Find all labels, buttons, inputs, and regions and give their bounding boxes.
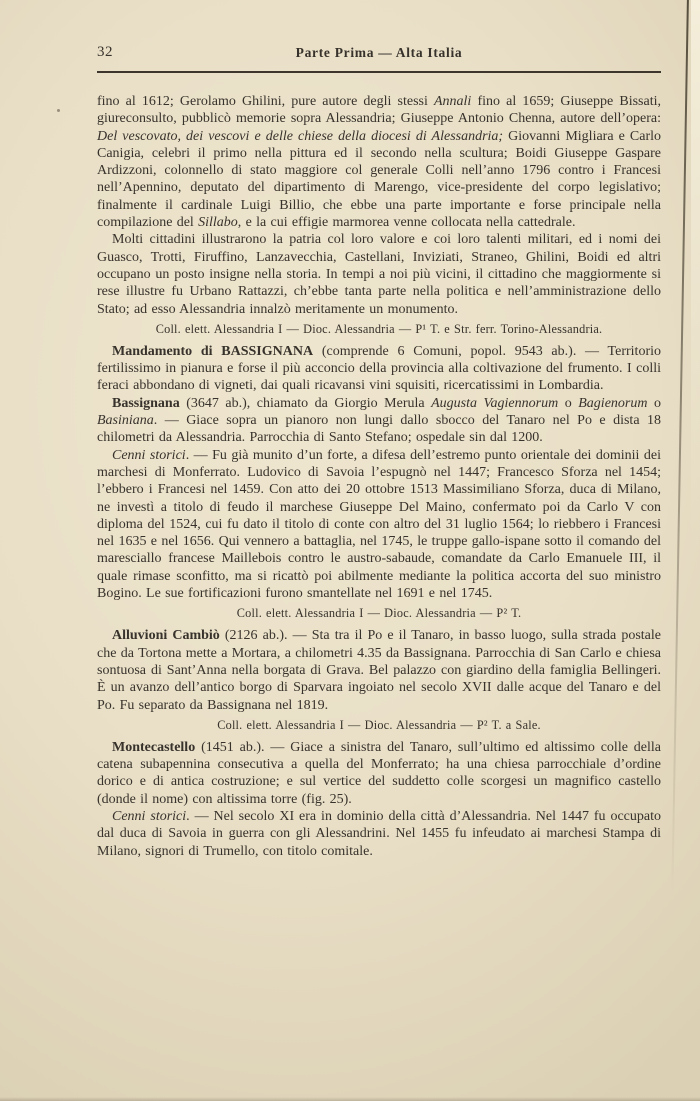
text-run: , e la cui effigie marmorea venne collocata nella cattedrale. <box>237 215 576 231</box>
page-body <box>97 93 661 860</box>
text-run-bold: Mandamento di BASSIGNANA <box>112 343 314 359</box>
text-run: Coll. elett. Alessandria I — Dioc. Alessandria — P² T. a Sale. <box>217 717 541 732</box>
section-alluvioni-cambio <box>97 627 661 713</box>
text-run: o <box>558 395 579 411</box>
section-mandamento-bassignana <box>97 343 661 395</box>
text-run: (1451 ab.). — Giace a sinistra del Tanaro, sull’ultimo ed altissimo colle della catena subapennina consecutiva a quella del Monferrato; ha una chiesa parrocchiale d’ordine dorico e di antica costruzione; e sul vertice del suddetto colle scorgesi un magnifico castello (donde il nome) con altissima torre (fig. 25). <box>97 739 661 807</box>
section-montecastello <box>97 739 661 808</box>
text-run: (comprende 6 Comuni, popol. 9543 ab.). — Territorio fertilissimo in pianura e forse il più acconcio della provincia alla coltivazione del frumento. I colli feraci abbondano di vigneti, dai quali ricavansi vini squisiti, ricercatissimi in Lombardia. <box>97 343 661 394</box>
note-collegio-alessandria <box>97 322 661 337</box>
text-run-italic: Cenni storici <box>112 447 186 463</box>
text-run-italic: Augusta Vagiennorum <box>431 395 559 411</box>
text-run: Giovanni Migliara e Carlo Canigia, celebri il primo nella pittura ed il secondo nella scultura; Boidi Giuseppe Gaspare Ardizzoni, colonnello di stato maggiore col generale Colli nell’anno 1796 contro i Francesi nell’Apennino, deputato del dipartimento di Marengo, vice-presidente del corpo legislativo; finalmente il cardinale Luigi Billio, che ebbe una parte importante e forse principale nella compilazione del <box>97 128 661 231</box>
text-run-bold: Montecastello <box>112 739 196 755</box>
header-rule <box>97 71 661 73</box>
text-run: Coll. elett. Alessandria I — Dioc. Alessandria — P¹ T. e Str. ferr. Torino-Alessandria. <box>155 321 603 336</box>
section-bassignana <box>97 395 661 447</box>
note-collegio-bassignana <box>97 606 661 621</box>
text-run: fino al 1612; Gerolamo Ghilini, pure autore degli stessi <box>97 94 434 109</box>
page-bottom-shade <box>0 1097 700 1101</box>
text-run-italic: Cenni storici <box>112 808 187 824</box>
text-run: (3647 ab.), chiamato da Giorgio Merula <box>179 395 432 411</box>
text-run: (2126 ab.). — Sta tra il Po e il Tanaro, in basso luogo, sulla strada postale che da Tortona mette a Mortara, a chilometri 4.35 da Bassignana. Parrocchia di San Carlo e chiesa sontuosa di Sant’Anna nella borgata di Grava. Bel palazzo con giardino della famiglia Bellingeri. È un avanzo dell’antico borgo di Sparvara ingoiato nel secolo XVII dalle acque del Tanaro e del Po. Fu separato da Bassignana nel 1819. <box>97 628 661 713</box>
text-run-italic: Sillabo <box>198 215 238 231</box>
paragraph-cenni-storici-bassignana <box>97 447 661 603</box>
note-collegio-alluvioni <box>97 718 661 733</box>
text-run: Coll. elett. Alessandria I — Dioc. Alessandria — P² T. <box>236 606 522 621</box>
paragraph-molti-cittadini <box>97 231 661 317</box>
text-run-italic: Bagienorum <box>578 395 648 411</box>
text-run-bold: Alluvioni Cambiò <box>112 628 220 644</box>
paragraph-cenni-storici-montecastello <box>97 808 661 860</box>
page-edge-line <box>671 0 689 894</box>
text-run: . — Giace sopra un pianoro non lungi dallo sbocco del Tanaro nel Po e dista 18 chilometri da Alessandria. Parrocchia di Santo Stefano; ospedale sin dal 1200. <box>97 413 661 446</box>
page-header <box>97 44 661 64</box>
running-title: Parte Prima — Alta Italia <box>295 45 463 60</box>
text-run: . — Fu già munito d’un forte, a difesa dell’estremo punto orientale dei dominii dei marchesi di Monferrato. Ludovico di Savoia l’espugnò nel 1447; Francesco Sforza nel 1454; l’ebbero i Francesi nel 1459. Con atto dei 20 ottobre 1513 Massimiliano Sforza, duca di Milano, ne investì a titolo di feudo il marchese Giuseppe Del Maino, confermato poi da Carlo V con diploma del 1524, cui fu dato il titolo di conte con altro del 31 luglio 1564; lo riebbero i Francesi nel 1635 e nel 1656. Qui vennero a battaglia, nel 1745, le truppe gallo-ispane sotto il comando del maresciallo francese Maillebois contro le austro-sabaude, comandate da Carlo Emanuele III, il quale rimase sconfitto, ma si ricattò poi abilmente mediante la politica accorta del suo ministro Bogino. Le sue fortificazioni furono smantellate nel 1691 e nel 1745. <box>97 447 661 602</box>
page-edge-highlight <box>691 0 700 540</box>
text-run: fino al 1659; Giuseppe Bissati, giureconsulto, pubblicò memorie sopra Alessandria; Giuseppe Antonio Chenna, autore dell’opera: <box>97 94 661 127</box>
text-run-italic: Del vescovato, dei vescovi e delle chiese della diocesi di Alessandria; <box>97 128 504 144</box>
paragraph-continuation-alessandria <box>97 93 661 231</box>
page-number: 32 <box>97 44 113 60</box>
text-run: . — Nel secolo XI era in dominio della città d’Alessandria. Nel 1447 fu occupato dal duca di Savoia in guerra con gli Alessandrini. Nel 1455 fu infeudato ai marchesi Stampa di Milano, signori di Trumello, con titolo comitale. <box>97 808 661 859</box>
text-run-italic: Basiniana <box>97 413 154 429</box>
text-run: Molti cittadini illustrarono la patria col loro valore e coi loro talenti militari, ed i nomi dei Guasco, Trotti, Firuffino, Lanzavecchia, Castellani, Inviziati, Straneo, Ghilini, Boidi ed altri occupano un posto insigne nella storia. In tempi a noi più vicini, il cittadino che maggiormente si rese illustre fu Urbano Rattazzi, ch’ebbe tanta parte nella politica e nell’amministrazione dello Stato; ad esso Alessandria innalzò meritamente un monumento. <box>97 232 661 317</box>
text-run: o <box>647 395 661 411</box>
text-run-bold: Bassignana <box>112 395 180 411</box>
paper-speck <box>57 109 60 112</box>
text-run-italic: Annali <box>433 94 472 109</box>
